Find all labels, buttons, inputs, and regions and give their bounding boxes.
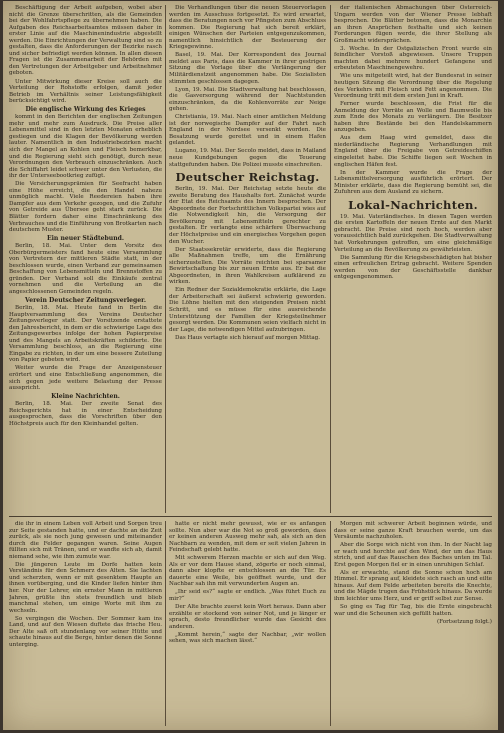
article-paragraph: Ferner wurde beschlossen, die Frist für die Anmeldung der Vorräte an Wolle und Baumwolle bis zum Ende des Monats zu verlängern. Die Besitzer haben ihre Bestände bei den Handelskammern anzugeben. xyxy=(334,101,492,134)
article-paragraph: Die jüngeren Leute im Dorfe hatten kein Verständnis für den Schmerz des Alten. Sie lachten und scherzten, wenn er mit gesenktem Haupte an ihnen vorüberging, und die Kinder liefen hinter ihm her. Nur der Lehrer, ein ernster Mann in mittleren Jahren, grüßte ihn stets freundlich und blieb manchmal stehen, um einige Worte mit ihm zu wechseln. xyxy=(9,561,162,614)
article-paragraph: Berlin, 19. Mai. Der Reichstag setzte heute die zweite Beratung des Haushalts fort. Zunächst wurde der Etat des Reichsamts des Innern besprochen. Der Abgeordnete der Fortschrittlichen Volkspartei wies auf die Notwendigkeit hin, die Versorgung der Bevölkerung mit Lebensmitteln gerechter zu gestalten. Er verlangte eine schärfere Überwachung der Höchstpreise und ein energisches Vorgehen gegen den Wucher. xyxy=(169,186,326,245)
section-heading: Ein neuer Städtebund. xyxy=(46,234,125,242)
column-2 xyxy=(169,5,326,513)
article-paragraph: Basel, 19. Mai. Der Korrespondent des Journal meldet aus Paris, dass die Kammer in ihrer gestrigen Sitzung die Vorlage über die Verlängerung der Militärdienstzeit angenommen habe. Die Sozialisten stimmten geschlossen dagegen. xyxy=(169,52,326,85)
section-heading: Verein Deutscher Zeitungsverleger. xyxy=(25,296,146,304)
article-paragraph: So vergingen die Wochen. Der Sommer kam ins Land, und auf den Wiesen duftete das frische Heu. Der Alte saß oft stundenlang vor seiner Hütte und schaute hinaus auf die Berge, hinter denen die Sonne unterging. xyxy=(9,615,162,648)
article-paragraph: Berlin, 18. Mai. Heute fand in Berlin die Hauptversammlung des Vereins Deutscher Zeitungsverleger statt. Der Vorsitzende erstattete den Jahresbericht, in dem er die schwierige Lage des Zeitungsgewerbes infolge der hohen Papierpreise und des Mangels an Arbeitskräften schilderte. Die Versammlung beschloss, an die Regierung eine Eingabe zu richten, in der um eine bessere Zuteilung von Papier gebeten wird. xyxy=(9,305,162,364)
section-heading: Die englische Wirkung des Krieges xyxy=(25,105,146,113)
article-paragraph: Beschäftigung der Arbeit aufgeben, wobei aber nicht die Grenze überschritten, als die Gemeinden bei der Wohlfahrtspflege zu übernehmen haben. Die Aufgaben des Reichsarbeitsamtes müssen daher in erster Linie auf die Maschinenindustrie abgestellt werden. Die Einrichtungen der Verwaltung sind so zu gestalten, dass die Anforderungen der Bezirke rasch und sicher befriedigt werden können. In allen diesen Fragen ist die Zusammenarbeit der Behörden mit den Vertretungen der Arbeitgeber und Arbeitnehmer geboten. xyxy=(9,5,162,77)
feuilleton-column-3 xyxy=(334,521,492,726)
article-paragraph: kommt in den Berichten der englischen Zeitungen mehr und mehr zum Ausdruck. Die Preise aller Lebensmittel sind in den letzten Monaten erheblich gestiegen und die Klagen der Bevölkerung werden lauter. Namentlich in den Industriebezirken macht sich der Mangel an Kohlen und Fleisch bemerkbar, und die Regierung sieht sich genötigt, durch neue Verordnungen den Verbrauch einzuschränken. Auch die Schiffahrt leidet schwer unter den Verlusten, die ihr der Unterseebootkrieg zufügt. xyxy=(9,114,162,180)
article-paragraph: Die Versicherungsprämien für Seefracht haben eine Höhe erreicht, die den Handel nahezu unmöglich macht. Viele Reedereien haben ihre Dampfer aus dem Verkehr gezogen, und die Zufuhr von Getreide aus Übersee geht stark zurück. Die Blätter fordern daher eine Einschränkung des Verbrauches und die Einführung von Brotkarten nach deutschem Muster. xyxy=(9,181,162,234)
article-paragraph: Aus dem Haag wird gemeldet, dass die niederländische Regierung Verhandlungen mit England über die Freigabe von Getreideschiffen eingeleitet habe. Die Schiffe liegen seit Wochen in englischen Häfen fest. xyxy=(334,135,492,168)
column-rule xyxy=(165,521,166,726)
article-paragraph: Die Sammlung für die Kriegsbeschädigten hat bisher einen erfreulichen Ertrag gebracht. Weitere Spenden werden von der Geschäftsstelle dankbar entgegengenommen. xyxy=(334,254,492,281)
article-paragraph: In der Kammer wurde die Frage der Lebensmittelversorgung ausführlich erörtert. Der Minister erklärte, dass die Regierung bemüht sei, die Zufuhren aus dem Ausland zu sichern. xyxy=(334,169,492,196)
newspaper-page xyxy=(3,1,498,730)
article-paragraph: „Kommt herein,“ sagte der Nachbar, „wir wollen sehen, was sich machen lässt.“ xyxy=(169,631,326,645)
article-paragraph: So ging es Tag für Tag, bis die Ernte eingebracht war und die Scheunen sich gefüllt hatten. xyxy=(334,604,492,617)
article-paragraph: Der Alte brachte zuerst kein Wort heraus. Dann aber erzählte er stockend von seiner Not, und je länger er sprach, desto freundlicher wurde das Gesicht des anderen. xyxy=(169,604,326,630)
article-paragraph: 3. Woche. In der Ostgalizischen Front wurde ein feindlicher Vorstoß abgewiesen. Unsere Truppen machten dabei mehrere hundert Gefangene und erbeuteten Maschinengewehre. xyxy=(334,45,492,72)
feuilleton-column-2 xyxy=(169,521,326,726)
article-paragraph: Morgen mit schwerer Arbeit beginnen würde, und dass er seine ganze Kraft brauchen werde, um das Versäumte nachzuholen. xyxy=(334,521,492,541)
section-heading: Kleine Nachrichten. xyxy=(51,392,120,400)
continuation-note: (Fortsetzung folgt.) xyxy=(436,619,492,626)
article-paragraph: Unter Mitwirkung dieser Kreise soll auch die Verteilung der Rohstoffe erfolgen, damit jeder Betrieb im Verhältnis seiner Leistungsfähigkeit berücksichtigt wird. xyxy=(9,78,162,105)
article-paragraph: Weiter wurde die Frage der Anzeigensteuer erörtert und eine Entschließung angenommen, die sich gegen jede weitere Belastung der Presse ausspricht. xyxy=(9,365,162,392)
column-rule xyxy=(330,5,331,513)
article-paragraph: Der Staatssekretär erwiderte, dass die Regierung alle Maßnahmen treffe, um die Ernährung sicherzustellen. Die Vorräte reichten bei sparsamer Bewirtschaftung bis zur neuen Ernte aus. Er bat die Abgeordneten, in ihren Wahlkreisen aufklärend zu wirken. xyxy=(169,246,326,286)
section-title: Deutscher Reichstag. xyxy=(175,170,320,185)
article-paragraph: Das Haus vertagte sich hierauf auf morgen Mittag. xyxy=(175,334,321,341)
article-paragraph: Christiania, 19. Mai. Nach einer amtlichen Meldung ist der norwegische Dampfer auf der Fahrt nach England in der Nordsee versenkt worden. Die Besatzung wurde gerettet und in einem Hafen gelandet. xyxy=(169,114,326,147)
article-paragraph: Ein Redner der Sozialdemokratie erklärte, die Lage der Arbeiterschaft sei äußerst schwierig geworden. Die Löhne hielten mit den steigenden Preisen nicht Schritt, und es müsse für eine ausreichende Unterstützung der Familien der Kriegsteilnehmer gesorgt werden. Die Kommunen seien vielfach nicht in der Lage, die notwendigen Mittel aufzubringen. xyxy=(169,287,326,333)
column-rule xyxy=(330,521,331,726)
article-paragraph: hatte er nicht mehr gewusst, wie er es anfangen sollte. Nun aber war die Not so groß geworden, dass er keinen anderen Ausweg mehr sah, als sich an den Nachbarn zu wenden, mit dem er seit vielen Jahren in Feindschaft gelebt hatte. xyxy=(169,521,326,554)
article-paragraph: Berlin, 18. Mai. Unter dem Vorsitz des Oberbürgermeisters fand heute eine Versammlung von Vertretern der mittleren Städte statt, in der beschlossen wurde, einen Verband zur gemeinsamen Beschaffung von Lebensmitteln und Brennstoffen zu gründen. Der Verband soll die Einkäufe zentral vornehmen und die Verteilung an die angeschlossenen Gemeinden regeln. xyxy=(9,243,162,295)
article-paragraph: Mit schwerem Herzen machte er sich auf den Weg. Als er vor dem Hause stand, zögerte er noch einmal, dann aber klopfte er entschlossen an die Tür. Es dauerte eine Weile, bis geöffnet wurde, und der Nachbar sah ihn mit verwunderten Augen an. xyxy=(169,555,326,588)
article-paragraph: Lugano, 19. Mai. Der Secolo meldet, dass in Mailand neue Kundgebungen gegen die Teuerung stattgefunden haben. Die Polizei musste einschreiten. xyxy=(169,148,326,168)
article-paragraph: Lyon, 19. Mai. Die Stadtverwaltung hat beschlossen, die Gasversorgung während der Nachtstunden einzuschränken, da die Kohlenvorräte zur Neige gehen. xyxy=(169,86,326,113)
section-title: Lokal-Nachrichten. xyxy=(348,197,478,212)
feuilleton-divider xyxy=(9,516,492,517)
article-paragraph: Die Verhandlungen über die neuen Steuervorlagen werden im Ausschuss fortgesetzt. Es wird erwartet, dass die Beratungen noch vor Pfingsten zum Abschluss kommen. Die Regierung hat sich bereit erklärt, einigen Wünschen der Parteien entgegenzukommen, namentlich hinsichtlich der Besteuerung der Kriegsgewinne. xyxy=(169,5,326,51)
feuilleton-column-1 xyxy=(9,521,162,726)
article-paragraph: 19. Mai. Vaterländisches. In diesen Tagen werden die ersten Kartoffeln der neuen Ernte auf den Markt gebracht. Die Preise sind noch hoch, werden aber voraussichtlich bald zurückgehen. Die Stadtverwaltung hat Vorkehrungen getroffen, um eine gleichmäßige Verteilung an die Bevölkerung zu gewährleisten. xyxy=(334,213,492,253)
column-rule xyxy=(165,5,166,513)
article-paragraph: Berlin, 18. Mai. Der zweite Senat des Reichsgerichts hat in einer Entscheidung ausgesprochen, dass die Vorschriften über den Höchstpreis auch für den Kleinhandel gelten. xyxy=(9,401,162,427)
column-3 xyxy=(334,5,492,513)
article-paragraph: die ihr in einem Leben voll Arbeit und Sorgen treu zur Seite gestanden hatte, und er dachte an die Zeit zurück, als sie noch jung gewesen und miteinander durch die Felder gegangen waren. Seine Augen füllten sich mit Tränen, und er wandte sich ab, damit niemand sehe, wie ihm zumute war. xyxy=(9,521,162,560)
article-paragraph: „Ihr seid es?“ sagte er endlich. „Was führt Euch zu mir?“ xyxy=(169,589,326,603)
article-paragraph: Wie uns mitgeteilt wird, hat der Bundesrat in seiner heutigen Sitzung die Verordnung über die Regelung des Verkehrs mit Fleisch und Fett angenommen. Die Verordnung tritt mit dem ersten Juni in Kraft. xyxy=(334,73,492,100)
article-paragraph: Als er erwachte, stand die Sonne schon hoch am Himmel. Er sprang auf, kleidete sich rasch an und eilte hinaus. Auf dem Felde arbeiteten bereits die Knechte, und die Mägde trugen das Frühstück hinaus. Da wurde ihm leichter ums Herz, und er griff selbst zur Sense. xyxy=(334,569,492,603)
article-paragraph: der italienischen Abmachungen über Österreich-Ungarn werden von der Wiener Presse lebhaft besprochen. Die Blätter betonen, dass die Monarchie an ihren Ansprüchen festhalte und sich keinen Forderungen fügen werde, die ihrer Stellung als Großmacht widersprächen. xyxy=(334,5,492,44)
column-1 xyxy=(9,5,162,513)
article-paragraph: Aber die Sorge wich nicht von ihm. In der Nacht lag er wach und horchte auf den Wind, der um das Haus strich, und auf das Rauschen des Baches unten im Tal. Erst gegen Morgen fiel er in einen unruhigen Schlaf. xyxy=(334,542,492,568)
